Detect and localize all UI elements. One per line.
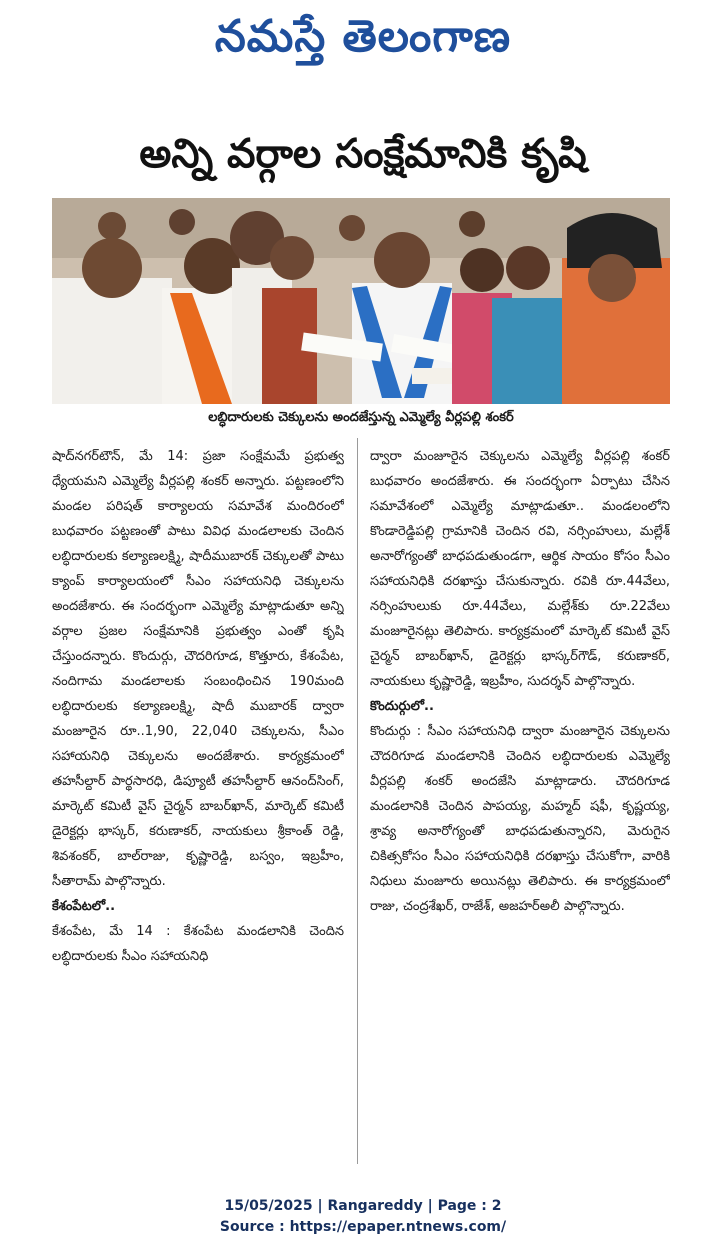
source-link[interactable]: Source : https://epaper.ntnews.com/ — [219, 1219, 507, 1235]
article-headline: అన్ని వర్గాల సంక్షేమానికి కృషి — [139, 131, 587, 177]
article-paragraph: షాద్‌నగర్‌టౌన్, మే 14: ప్రజా సంక్షేమమే ప్రభుత్వ ధ్యేయమని ఎమ్మెల్యే వీర్లపల్లి శంకర్ అన్నారు. పట్టణంలోని మండల పరిషత్ కార్యాలయ సమావేశ మందిరంలో బుధవారం పట్టణంతో పాటు వివిధ మండలాలకు చెందిన లబ్ధిదారులకు కల్యాణలక్ష్మి, షాదీముబారక్ చెక్కులతో పాటు క్యాంప్ కార్యాలయంలో సీఎం సహాయనిధి చెక్కులను అందజేశారు. ఈ సందర్భంగా ఎమ్మెల్యే మాట్లాడుతూ అన్ని వర్గాల ప్రజల సంక్షేమానికి ప్రభుత్వం ఎంతో కృషి చేస్తుందన్నారు. కొందుర్గు, చౌదరిగూడ, కొత్తూరు, కేశంపేట, నందిగామ మండలాలకు సంబంధించిన 190మంది లబ్ధిదారులకు కల్యాణలక్ష్మి, షాదీ ముబారక్ ద్వారా మంజూరైన రూ..1,90, 22,040 చెక్కులను, సీఎం సహాయనిధి చెక్కులను అందజేశారు. కార్యక్రమంలో తహసీల్దార్ పార్థసారధి, డిప్యూటీ తహసీల్దార్ ఆనంద్‌సింగ్, మార్కెట్ కమిటీ వైస్ చైర్మన్ బాబర్‌ఖాన్, మార్కెట్ కమిటీ డైరెక్టర్లు భాస్కర్, కరుణాకర్, నాయకులు శ్రీకాంత్ రెడ్డి, శివశంకర్, బాల్‌రాజు, కృష్ణారెడ్డి, బస్వం, ఇబ్రహీం, సీతారామ్ పాల్గొన్నారు. — [52, 449, 344, 889]
section-subhead: కొందుర్గులో.. — [370, 699, 434, 714]
article-column-left — [52, 444, 344, 1164]
news-photo — [52, 198, 670, 404]
article-paragraph: కేశంపేట, మే 14 : కేశంపేట మండలానికి చెందిన లబ్ధిదారులకు సీఎం సహాయనిధి — [52, 924, 344, 964]
photo-caption: లబ్ధిదారులకు చెక్కులను అందజేస్తున్న ఎమ్మెల్యే వీర్లపల్లి శంకర్ — [52, 406, 670, 430]
newspaper-masthead: నమస్తే తెలంగాణ — [214, 11, 512, 62]
article-column-right — [370, 444, 670, 1164]
article-paragraph: కొందుర్గు : సీఎం సహాయనిధి ద్వారా మంజూరైన చెక్కులను చౌదరిగూడ మండలానికి చెందిన లబ్ధిదారులకు ఎమ్మెల్యే వీర్లపల్లి శంకర్ అందజేసి మాట్లాడారు. చౌదరిగూడ మండలానికి చెందిన పాపయ్య, మహ్మద్ షఫీ, కృష్ణయ్య, శ్రావ్య అనారోగ్యంతో బాధపడుతున్నారని, మెరుగైన చికిత్సకోసం సీఎం సహాయనిధికి దరఖాస్తు చేసుకోగా, వారికి నిధులు మంజూరు అయినట్లు తెలిపారు. ఈ కార్యక్రమంలో రాజు, చంద్రశేఖర్, రాజేశ్, అజహర్‌అలీ పాల్గొన్నారు. — [370, 724, 670, 914]
article-paragraph: ద్వారా మంజూరైన చెక్కులను ఎమ్మెల్యే వీర్లపల్లి శంకర్ బుధవారం అందజేశారు. ఈ సందర్భంగా ఏర్పాటు చేసిన సమావేశంలో ఎమ్మెల్యే మాట్లాడుతూ.. మండలంలోని కొండారెడ్డిపల్లి గ్రామానికి చెందిన రవి, నర్సింహులు, మల్లేశ్ అనారోగ్యంతో బాధపడుతుండగా, ఆర్థిక సాయం కోసం సీఎం సహాయనిధికి దరఖాస్తు చేసుకున్నారు. రవికి రూ.44వేలు, నర్సింహులుకు రూ.44వేలు, మల్లేశ్‌కు రూ.22వేలు మంజూరైనట్లు తెలిపారు. కార్యక్రమంలో మార్కెట్ కమిటీ వైస్ చైర్మన్ బాబర్‌ఖాన్, డైరెక్టర్లు భాస్కర్‌గౌడ్, కరుణాకర్, నాయకులు కృష్ణారెడ్డి, ఇబ్రహీం, సుదర్శన్ పాల్గొన్నారు. — [370, 449, 670, 689]
column-divider — [357, 438, 358, 1164]
page-footer — [0, 1196, 726, 1238]
edition-info: 15/05/2025 | Rangareddy | Page : 2 — [224, 1198, 502, 1214]
section-subhead: కేశంపేటలో.. — [52, 899, 116, 914]
